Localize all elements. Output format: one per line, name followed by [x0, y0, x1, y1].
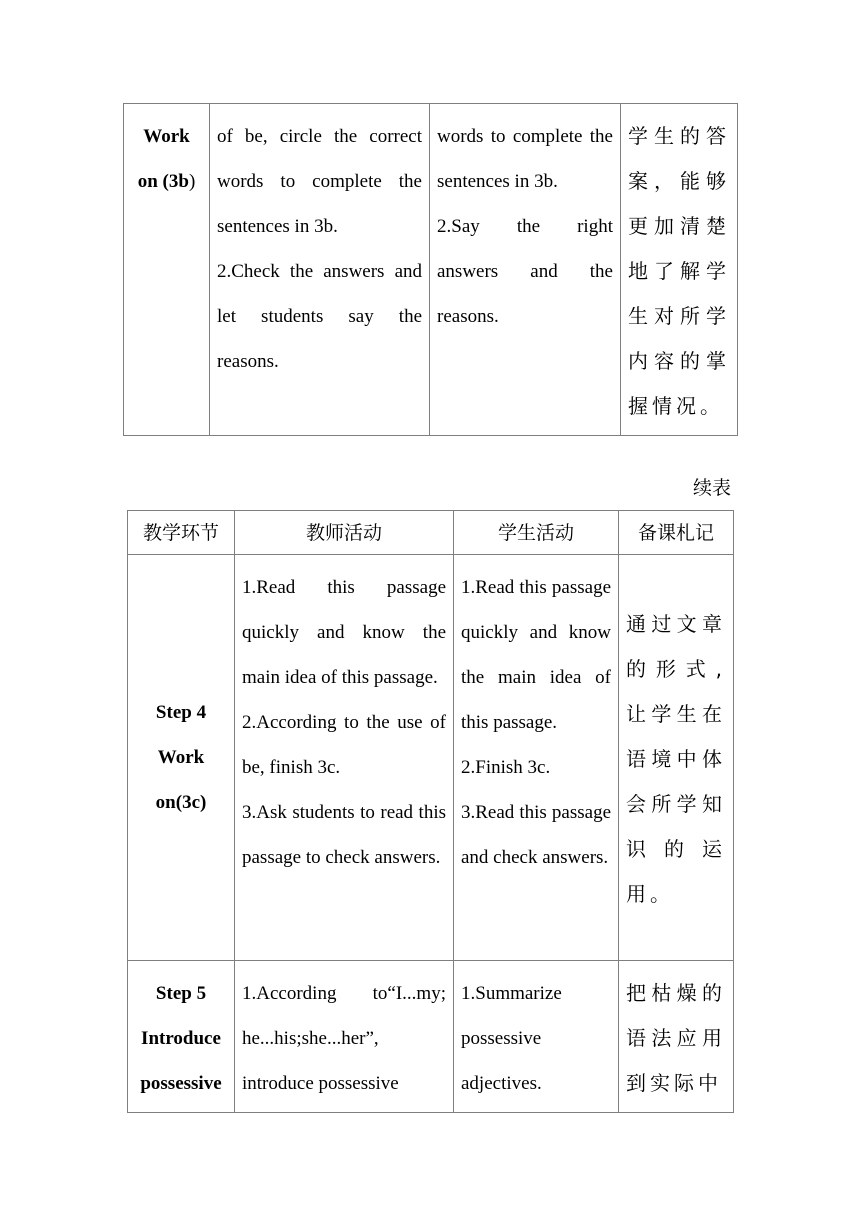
step-label: Work [157, 747, 205, 768]
header-teacher-activity: 教师活动 [235, 511, 454, 555]
step-label: Step 5 [155, 983, 207, 1004]
step-cell [128, 961, 235, 1113]
step-cell [124, 104, 210, 436]
student-activity-text: 1.Summarize possessive adjectives. [461, 983, 562, 1094]
teacher-activity-cell [235, 961, 454, 1113]
step-label: on (3b) [137, 171, 196, 192]
continued-label: 续表 [692, 477, 731, 499]
student-activity-cell [430, 104, 621, 436]
student-activity-text: 3.Read this passage and check answers. [461, 802, 611, 868]
notes-cell [619, 961, 734, 1113]
step-cell [128, 555, 235, 961]
header-teaching-stage: 教学环节 [128, 511, 235, 555]
student-activity-cell [454, 555, 619, 961]
step-label: on(3c) [155, 792, 207, 813]
lesson-table-bottom [127, 510, 734, 1113]
student-activity-text: words to complete the sentences in 3b. [437, 126, 613, 192]
notes-cell [619, 555, 734, 961]
teacher-activity-text: 3.Ask students to read this passage to check answers. [242, 802, 446, 868]
notes-cell [621, 104, 738, 436]
notes-text: 学生的答案，能够更加清楚地了解学生对所学内容的掌握情况。 [628, 124, 730, 418]
teacher-activity-cell [235, 555, 454, 961]
lesson-table-top [123, 103, 738, 436]
student-activity-text: 2.Say the right answers and the reasons. [437, 216, 613, 327]
notes-text: 把枯燥的语法应用到实际中 [626, 981, 726, 1095]
step-label: Step 4 [155, 702, 207, 723]
step-label: possessive [140, 1073, 222, 1094]
teacher-activity-text: 1.According to“I...my; he...his;she...her”, introduce possessive [242, 983, 446, 1094]
header-lesson-notes: 备课札记 [619, 511, 734, 555]
student-activity-text: 1.Read this passage quickly and know the main idea of this passage. [461, 577, 611, 733]
table-header-row [128, 511, 734, 555]
student-activity-cell [454, 961, 619, 1113]
step-label: Introduce [141, 1028, 221, 1049]
teacher-activity-text: 1.Read this passage quickly and know the main idea of this passage. [242, 577, 446, 688]
notes-text: 通过文章的形式,让学生在语境中体会所学知识的运用。 [626, 612, 726, 906]
teacher-activity-text: 2.According to the use of be, finish 3c. [242, 712, 446, 778]
table-row [124, 104, 738, 436]
teacher-activity-text: 2.Check the answers and let students say the reasons. [217, 261, 422, 372]
table-row [128, 555, 734, 961]
teacher-activity-cell [210, 104, 430, 436]
teacher-activity-text: of be, circle the correct words to complete the sentences in 3b. [217, 126, 422, 237]
header-student-activity: 学生活动 [454, 511, 619, 555]
step-label: Work [143, 126, 190, 147]
student-activity-text: 2.Finish 3c. [461, 757, 551, 778]
table-row [128, 961, 734, 1113]
